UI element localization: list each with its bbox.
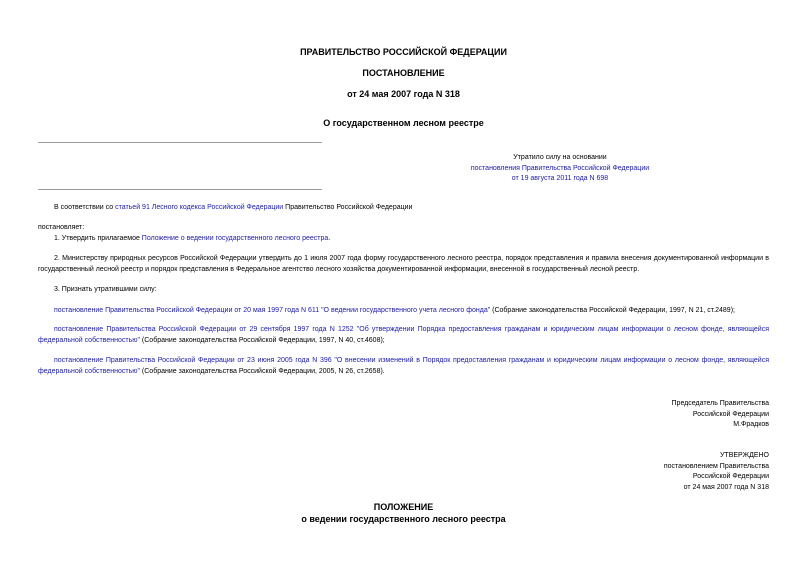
repealed-act-1 [38,306,769,317]
divider-bottom [38,189,322,190]
repealed-act-2-link[interactable]: постановление Правительства Российской Федерации от 29 сентября 1997 года N 1252 "Об утверждении Порядка предоставления гражданам и юридическим лицам информации о лесном фонде, являющейся федеральной собственностью" [38,326,769,344]
approval-heading: УТВЕРЖДЕНО [719,452,769,459]
item-1-text-end: . [328,235,331,242]
approval-line-2: постановлением Правительства [663,462,769,470]
signature-position: Председатель Правительства [671,400,769,407]
approval-block [469,451,769,493]
preamble-text-end: Правительство Российской Федерации [283,204,413,211]
preamble-text: В соответствии со [54,204,116,211]
lost-force-note [140,153,770,185]
forest-code-article-link[interactable]: статьей 91 Лесного кодекса Российской Федерации [115,204,284,211]
lost-force-link-title[interactable]: постановления Правительства Российской Федерации [470,164,650,172]
repealed-act-3-link[interactable]: постановление Правительства Российской Федерации от 23 июня 2005 года N 396 "О внесении изменений в Порядок предоставления гражданам и юридическим лицам информации о лесном фонде, являющейся федеральной собственностью" [38,357,769,375]
paragraph-resolves: постановляет: [38,224,85,231]
divider-top [38,142,322,143]
paragraph-item-3: 3. Признать утратившими силу: [54,286,157,293]
regulation-link[interactable]: Положение о ведении государственного лесного реестра [141,235,329,242]
repealed-act-1-link[interactable]: постановление Правительства Российской Федерации от 20 мая 1997 года N 611 "О ведении государственного учета лесного фонда" [54,307,491,314]
lost-force-text: Утратило силу на основании [513,154,607,161]
paragraph-preamble [38,203,769,214]
approval-date: от 24 мая 2007 года N 318 [683,483,769,491]
repealed-act-1-source: (Собрание законодательства Российской Федерации, 1997, N 21, ст.2489); [490,307,735,314]
repealed-act-2-source: (Собрание законодательства Российской Федерации, 1997, N 40, ст.4608); [139,336,385,344]
repealed-act-3-source: (Собрание законодательства Российской Федерации, 2005, N 26, ст.2658). [139,367,385,375]
signature-country: Российской Федерации [692,410,769,418]
government-heading: ПРАВИТЕЛЬСТВО РОССИЙСКОЙ ФЕДЕРАЦИИ [300,47,507,57]
document-type: ПОСТАНОВЛЕНИЕ [362,68,445,78]
approval-line-3: Российской Федерации [692,473,769,480]
signature-block [469,399,769,431]
signature-name: М.Фрадков [733,421,769,428]
paragraph-item-1 [38,234,769,245]
regulation-subtitle: о ведении государственного лесного реестра [301,514,506,524]
document-date-number: от 24 мая 2007 года N 318 [347,89,460,99]
item-1-text: 1. Утвердить прилагаемое [54,235,142,242]
repealed-act-2 [38,325,769,346]
paragraph-item-2: 2. Министерству природных ресурсов Российской Федерации утвердить до 1 июля 2007 года форму государственного лесного реестра, порядок представления и правила внесения документированной информации в государственный лесной реестр и порядок представления в Федеральное агентство лесного хозяйства документированной информации, внесенной в государственный лесной реестр. [38,255,769,273]
document-title: О государственном лесном реестре [323,118,484,128]
lost-force-link-date[interactable]: от 19 августа 2011 года N 698 [511,175,609,182]
repealed-act-3 [38,356,769,377]
regulation-title: ПОЛОЖЕНИЕ [373,502,434,512]
